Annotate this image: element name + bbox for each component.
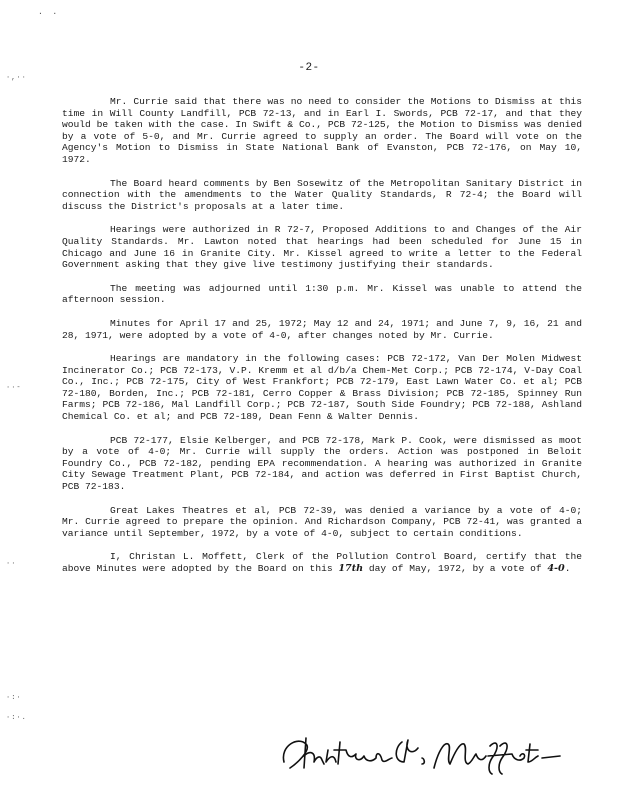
- margin-mark-3: ··: [6, 560, 17, 568]
- handwritten-vote: 4-0: [547, 563, 565, 574]
- paragraph-variances: Great Lakes Theatres et al, PCB 72-39, was denied a variance by a vote of 4-0; Mr. Currie agreed to prepare the opinion. And Richardson Company, PCB 72-41, was granted a variance until September, 1972, by a vote of 4-0, subject to certain conditions.: [62, 504, 582, 539]
- scan-mark-top: . .: [38, 8, 58, 17]
- paragraph-board-comments: The Board heard comments by Ben Sosewitz of the Metropolitan Sanitary District in connection with the amendments to the Water Quality Standards, R 72-4; the Board will discuss the District's proposals at a later time.: [62, 177, 582, 212]
- margin-mark-2: ··-: [6, 384, 22, 392]
- certification-text-middle: day of May, 1972, by a vote of: [368, 563, 542, 574]
- paragraph-minutes-adopted: Minutes for April 17 and 25, 1972; May 12 and 24, 1971; and June 7, 9, 16, 21 and 28, 1971, were adopted by a vote of 4-0, after changes noted by Mr. Currie.: [62, 317, 582, 341]
- certification-text-start: I, Christan L. Moffett, Clerk of the Pollution Control Board, certify that the above Minutes were adopted by the Board on this: [62, 551, 582, 574]
- certification-paragraph: [62, 551, 582, 574]
- paragraph-meeting-adjourned: The meeting was adjourned until 1:30 p.m. Mr. Kissel was unable to attend the afternoon session.: [62, 282, 582, 306]
- margin-mark-1: ·,··: [6, 74, 27, 82]
- handwritten-day: 17th: [338, 563, 364, 574]
- certification-text-end: .: [564, 563, 571, 574]
- margin-mark-5: ·:·.: [6, 714, 27, 722]
- clerk-signature: [276, 728, 566, 780]
- paragraph-hearings-authorized: Hearings were authorized in R 72-7, Proposed Additions to and Changes of the Air Quality Standards. Mr. Lawton noted that hearings had been scheduled for June 15 in Chicago and June 16 in Granite City. Mr. Kissel agreed to write a letter to the Federal Government asking that they give live testimony justifying their standards.: [62, 224, 582, 271]
- paragraph-dismissed-cases: PCB 72-177, Elsie Kelberger, and PCB 72-178, Mark P. Cook, were dismissed as moot by a vote of 4-0; Mr. Currie will supply the orders. Action was postponed in Beloit Foundry Co., PCB 72-182, pending EPA recommendation. A hearing was authorized in Granite City Sewage Treatment Plant, PCB 72-184, and action was deferred in First Baptist Church, PCB 72-183.: [62, 434, 582, 493]
- paragraph-mandatory-hearings: Hearings are mandatory in the following cases: PCB 72-172, Van Der Molen Midwest Incinerator Co.; PCB 72-173, V.P. Kremm et al d/b/a Chem-Met Corp.; PCB 72-174, V-Day Coal Co., Inc.; PCB 72-175, City of West Frankfort; PCB 72-179, East Lawn Water Co. et al; PCB 72-180, Borden, Inc.; PCB 72-181, Cerro Copper & Brass Division; PCB 72-185, Spinney Run Farms; PCB 72-186, Mal Landfill Corp.; PCB 72-187, South Side Foundry; PCB 72-188, Ashland Chemical Co. et al; and PCB 72-189, Dean Fenn & Walter Dennis.: [62, 353, 582, 423]
- page-number: -2-: [298, 62, 320, 74]
- margin-mark-4: ·:·: [6, 694, 22, 702]
- minutes-body: [62, 96, 582, 587]
- paragraph-motions-to-dismiss: Mr. Currie said that there was no need to consider the Motions to Dismiss at this time in Will County Landfill, PCB 72-13, and in Earl I. Swords, PCB 72-17, and that they would be taken with the case. In Swift & Co., PCB 72-125, the Motion to Dismiss was denied by a vote of 5-0, and Mr. Currie agreed to supply an order. The Board will vote on the Agency's Motion to Dismiss in State National Bank of Evanston, PCB 72-176, on May 10, 1972.: [62, 96, 582, 165]
